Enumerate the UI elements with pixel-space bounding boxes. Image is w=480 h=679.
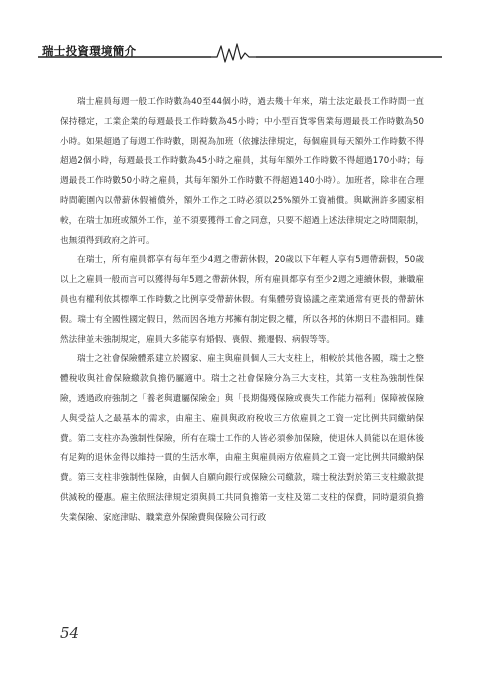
paragraph-social-insurance: 瑞士之社會保險體系建立於國家、雇主與雇員個人三大支柱上，相較於其他各國，瑞士之整體稅收與社會保險繳款負擔仍屬適中。瑞士之社會保險分為三大支柱，其第一支柱為強制性保險，透過政府強制之「養老與遺屬保險金」與「長期傷殘保險或喪失工作能力福利」保障被保險人與受益人之最基本的需求，由雇主、雇員與政府稅收三方依雇員之工資一定比例共同繳納保費。第二支柱亦為強制性保險，所有在瑞士工作的人皆必須參加保險，使退休人員能以在退休後有足夠的退休金得以維持一貫的生活水準，由雇主與雇員兩方依雇員之工資一定比例共同繳納保費。第三支柱非強制性保險，由個人自願向銀行或保險公司繳款，瑞士稅法對於第三支柱繳款提供減稅的優惠。雇主依照法律規定須與員工共同負擔第一支柱及第二支柱的保費，同時還須負擔失業保險、家庭津貼、職業意外保險費與保險公司行政 [60, 354, 424, 523]
body-text [60, 93, 424, 529]
header-title: 瑞士投資環境簡介 [42, 44, 137, 58]
paragraph-paid-leave: 在瑞士，所有雇員都享有每年至少4週之帶薪休假，20歲以下年輕人享有5週帶薪假，50歲以上之雇員一般而言可以獲得每年5週之帶薪休假，所有雇員都享有至少2週之連續休假，兼職雇員也有權利依其標準工作時數之比例享受帶薪休假。有集體勞資協議之產業通常有更長的帶薪休假。瑞士有全國性國定假日，然而因各地方邦擁有制定假之權，所以各邦的休期日不盡相同。雖然法律並未強制規定，雇員大多能享有婚假、喪假、搬遷假、病假等等。 [60, 255, 424, 345]
page-number: 54 [60, 624, 80, 642]
running-header [36, 40, 444, 64]
paragraph-working-hours: 瑞士雇員每週一般工作時數為40至44個小時，過去幾十年來，瑞士法定最長工作時間一直保持穩定，工業企業的每週最長工作時數為45小時；中小型百貨零售業每週最長工作時數為50小時。如果超過了每週工作時數，則視為加班（依據法律規定，每個雇員每天額外工作時數不得超過2個小時，每週最長工作時數為45小時之雇員，其每年額外工作時數不得超過170小時；每週最長工作時數50小時之雇員，其每年額外工作時數不得超過140小時）。加班者，除非在合理時間範圍內以帶薪休假補償外，額外工作之工時必須以25%額外工資補償。與歐洲許多國家相較，在瑞士加班或額外工作，並不須要獲得工會之同意，只要不超過上述法律規定之時間限制，也無須得到政府之許可。 [60, 97, 424, 246]
